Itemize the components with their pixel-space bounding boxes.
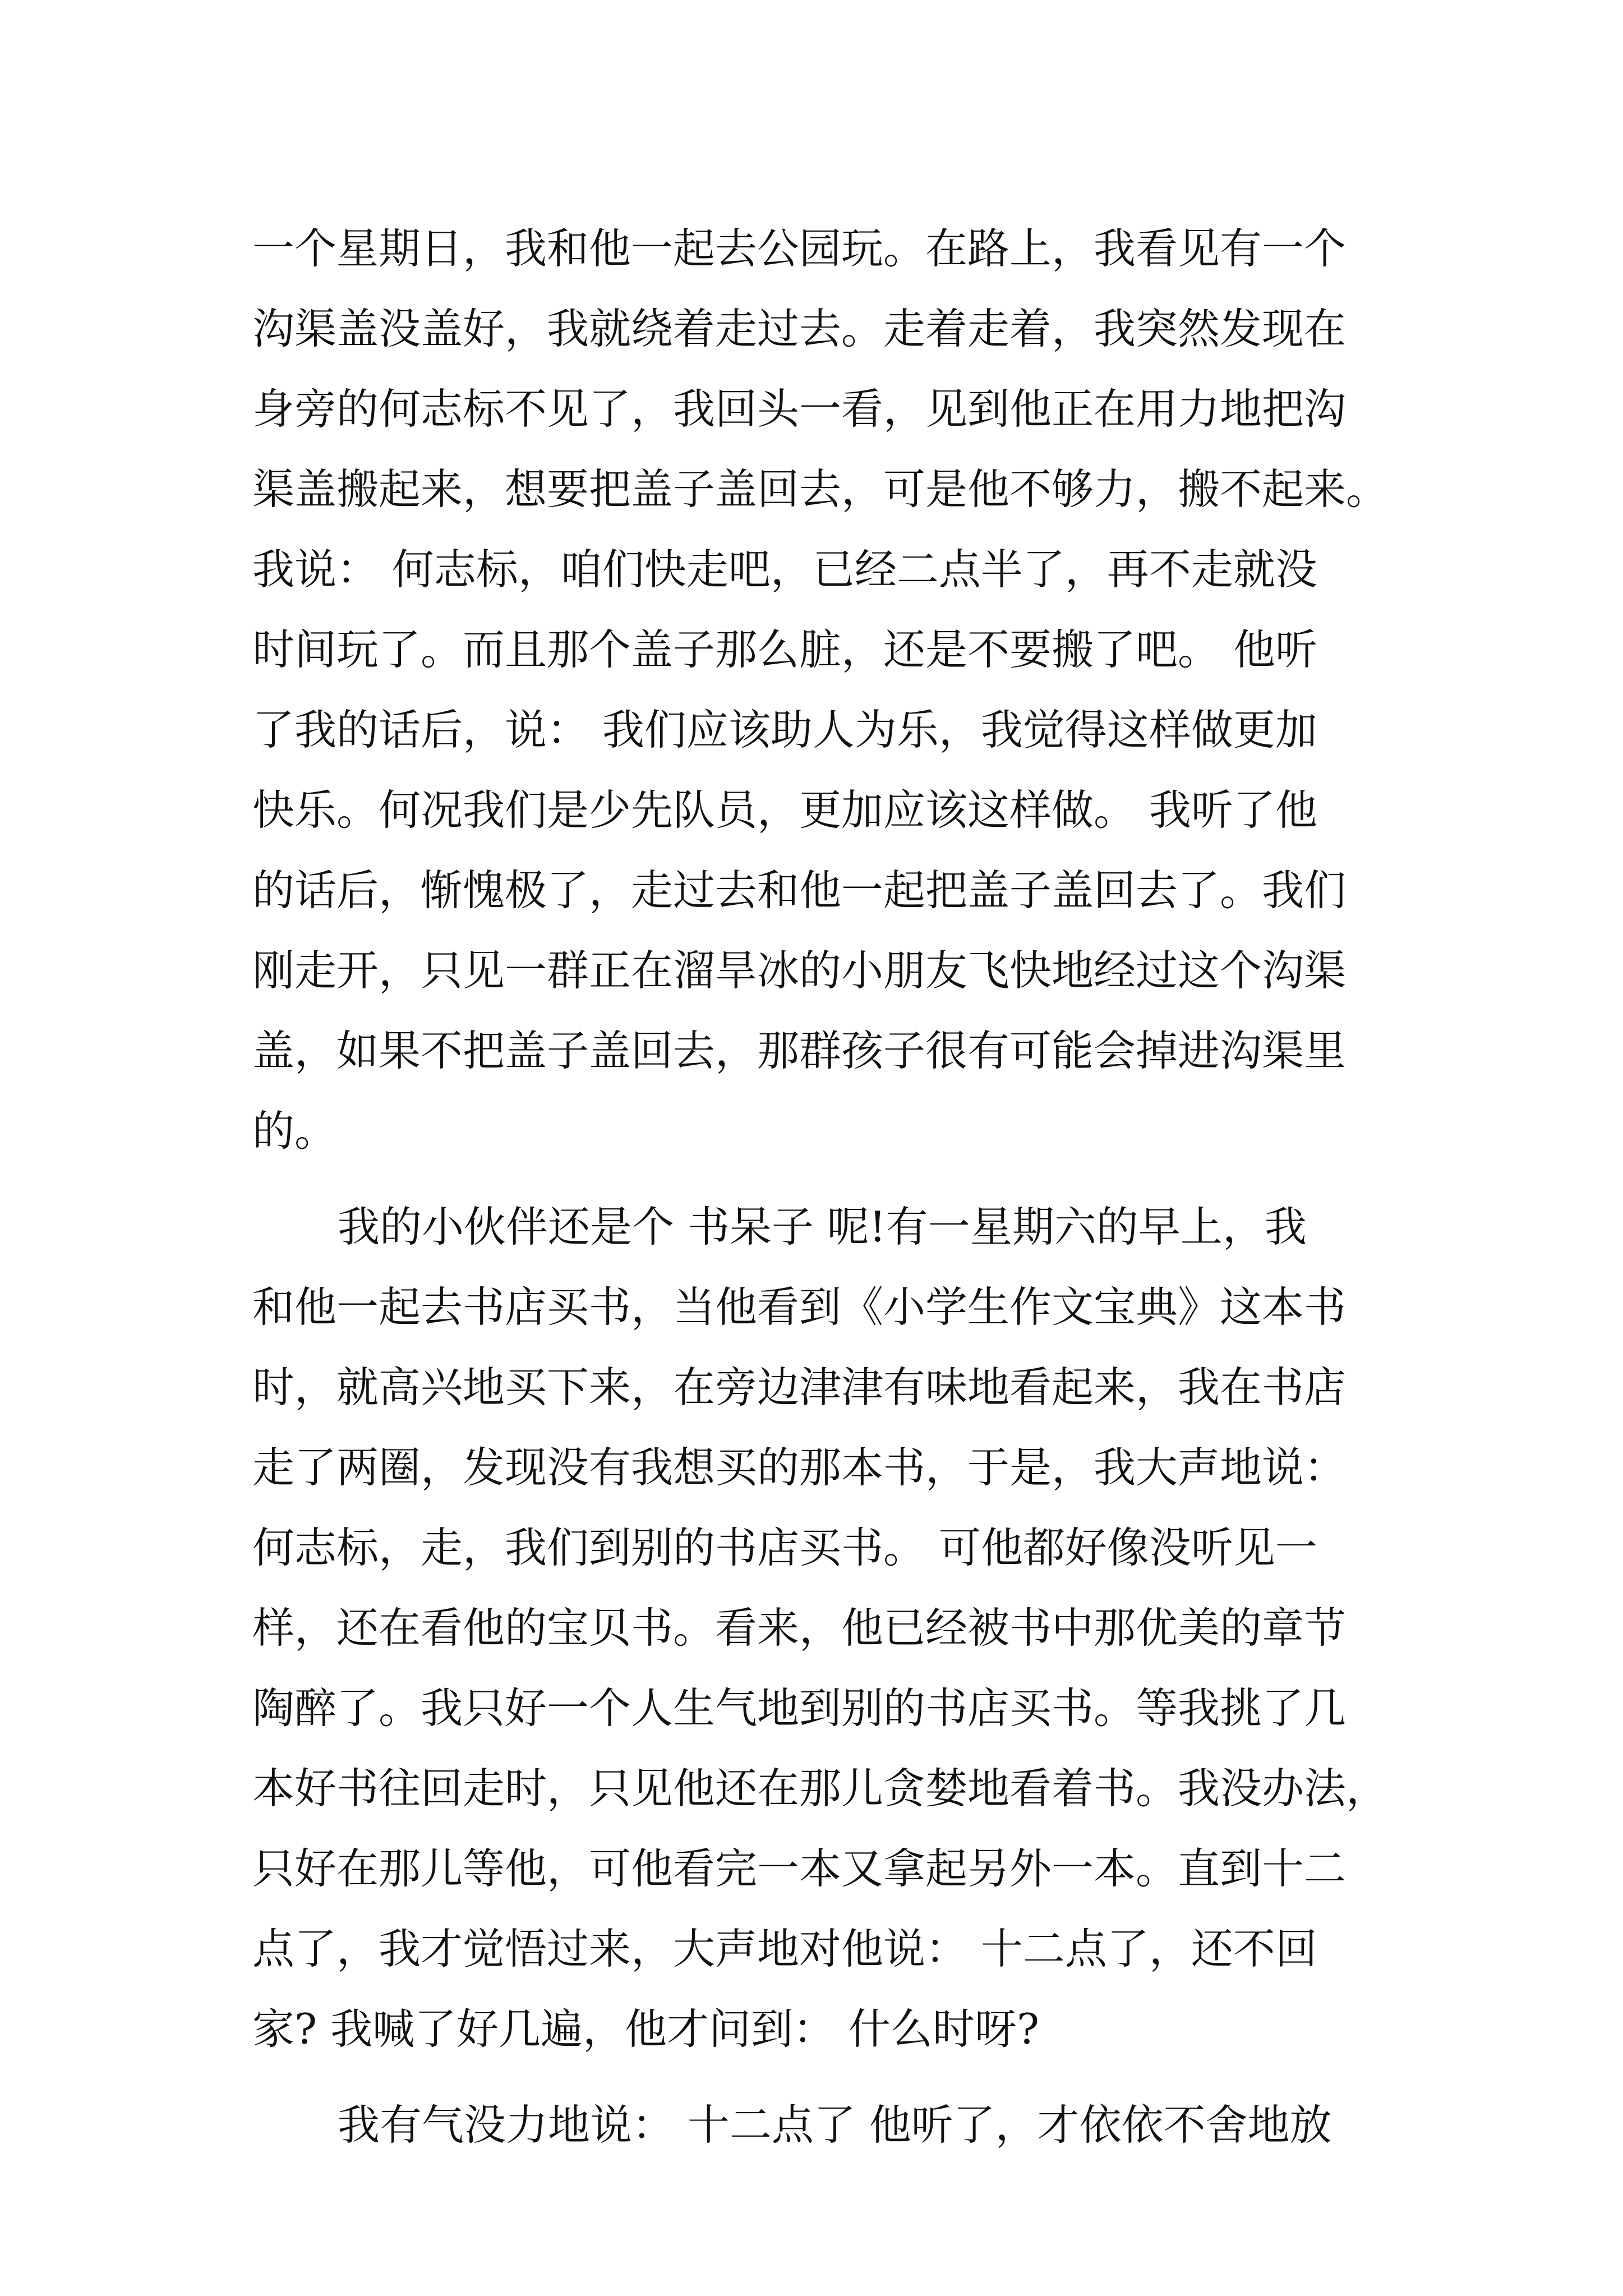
body-text [252,209,1389,2165]
text-line: 身旁的何志标不见了，我回头一看，见到他正在用力地把沟 [252,384,1347,434]
text-line: 本好书往回走时，只见他还在那儿贪婪地看着书。我没办法， [252,1764,1389,1813]
text-line: 的话后，惭愧极了，走过去和他一起把盖子盖回去了。我们 [252,866,1347,915]
text-line: 沟渠盖没盖好，我就绕着走过去。走着走着，我突然发现在 [252,304,1347,353]
text-line: 盖，如果不把盖子盖回去，那群孩子很有可能会掉进沟渠里 [252,1026,1347,1075]
text-line: 渠盖搬起来，想要把盖子盖回去，可是他不够力，搬不起来。 [252,464,1389,514]
text-line: 只好在那儿等他，可他看完一本又拿起另外一本。直到十二 [252,1844,1347,1893]
paragraph-first-line: 我有气没力地说： 十二点了 他听了，才依依不舍地放 [338,2100,1332,2150]
text-line: 和他一起去书店买书，当他看到《小学生作文宝典》这本书 [252,1282,1347,1332]
text-line: 了我的话后，说： 我们应该助人为乐，我觉得这样做更加 [252,705,1317,754]
text-line: 陶醉了。我只好一个人生气地到别的书店买书。等我挑了几 [252,1683,1347,1733]
text-line: 样，还在看他的宝贝书。看来，他已经被书中那优美的章节 [252,1603,1347,1653]
text-line: 时，就高兴地买下来，在旁边津津有味地看起来，我在书店 [252,1363,1347,1412]
text-line: 我说： 何志标，咱们快走吧，已经二点半了，再不走就没 [252,545,1317,594]
text-line: 走了两圈，发现没有我想买的那本书，于是，我大声地说： [252,1443,1347,1492]
text-line: 点了，我才觉悟过来，大声地对他说： 十二点了，还不回 [252,1924,1317,1973]
text-line: 一个星期日，我和他一起去公园玩。在路上，我看见有一个 [252,224,1347,273]
text-line: 快乐。何况我们是少先队员，更加应该这样做。 我听了他 [252,785,1317,835]
text-line: 何志标，走，我们到别的书店买书。 可他都好像没听见一 [252,1523,1317,1572]
text-line: 家? 我喊了好几遍，他才问到： 什么时呀? [252,2004,1040,2054]
text-line: 刚走开，只见一群正在溜旱冰的小朋友飞快地经过这个沟渠 [252,946,1347,995]
paragraph-first-line: 我的小伙伴还是个 书呆子 呢!有一星期六的早上，我 [338,1202,1307,1251]
text-line: 时间玩了。而且那个盖子那么脏，还是不要搬了吧。 他听 [252,625,1317,674]
text-line: 的。 [252,1106,337,1156]
